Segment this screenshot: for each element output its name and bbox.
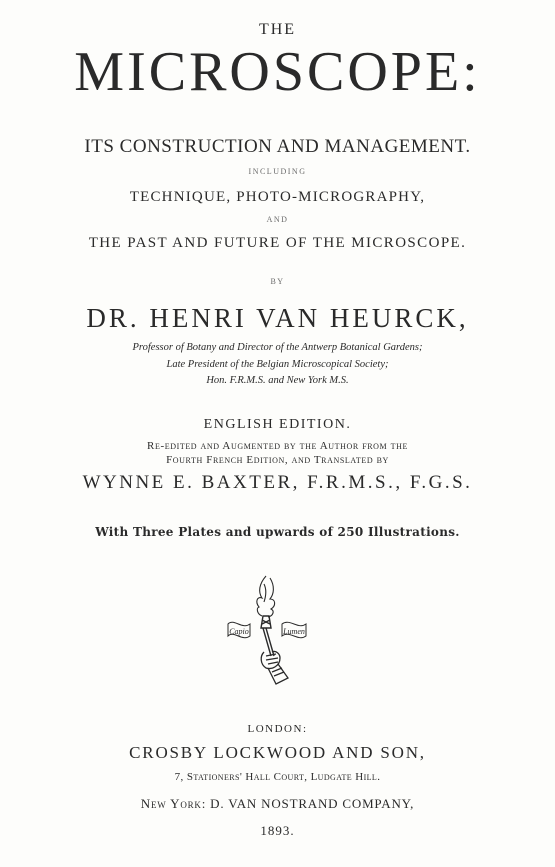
including-label: INCLUDING xyxy=(248,167,307,176)
imprint-new-york: New York: D. VAN NOSTRAND COMPANY, xyxy=(140,796,415,811)
and-label: AND xyxy=(266,215,289,224)
device-word-left: Capio xyxy=(229,627,249,636)
hand-icon xyxy=(261,651,288,684)
imprint-year: 1893. xyxy=(260,823,295,838)
device-word-right: Lumen xyxy=(283,627,305,636)
edition-note-2: Fourth French Edition, and Translated by xyxy=(166,454,389,466)
main-title: MICROSCOPE: xyxy=(74,41,481,103)
title-the: THE xyxy=(258,21,297,38)
illustrations-note: With Three Plates and upwards of 250 Illustrations. xyxy=(95,525,460,539)
imprint-city: LONDON: xyxy=(247,723,308,735)
author-title-2: Late President of the Belgian Microscopical Society; xyxy=(166,359,389,370)
imprint-address: 7, Stationers' Hall Court, Ludgate Hill. xyxy=(174,771,381,783)
topics-line-1: TECHNIQUE, PHOTO-MICROGRAPHY, xyxy=(129,189,426,205)
subtitle: ITS CONSTRUCTION AND MANAGEMENT. xyxy=(84,136,471,157)
edition-note-1: Re-edited and Augmented by the Author from the xyxy=(147,440,408,452)
topics-line-2: THE PAST AND FUTURE OF THE MICROSCOPE. xyxy=(88,235,467,251)
by-label: BY xyxy=(270,277,285,286)
edition-heading: ENGLISH EDITION. xyxy=(203,417,352,432)
author-title-1: Professor of Botany and Director of the Antwerp Botanical Gardens; xyxy=(132,342,423,353)
flame-icon xyxy=(257,576,275,617)
author-name: DR. HENRI VAN HEURCK, xyxy=(86,303,469,333)
imprint-publisher: CROSBY LOCKWOOD AND SON, xyxy=(129,743,426,762)
publisher-device xyxy=(222,572,310,690)
author-title-3: Hon. F.R.M.S. and New York M.S. xyxy=(206,375,349,386)
torch-icon xyxy=(261,616,274,656)
translator-name: WYNNE E. BAXTER, F.R.M.S., F.G.S. xyxy=(82,472,473,493)
